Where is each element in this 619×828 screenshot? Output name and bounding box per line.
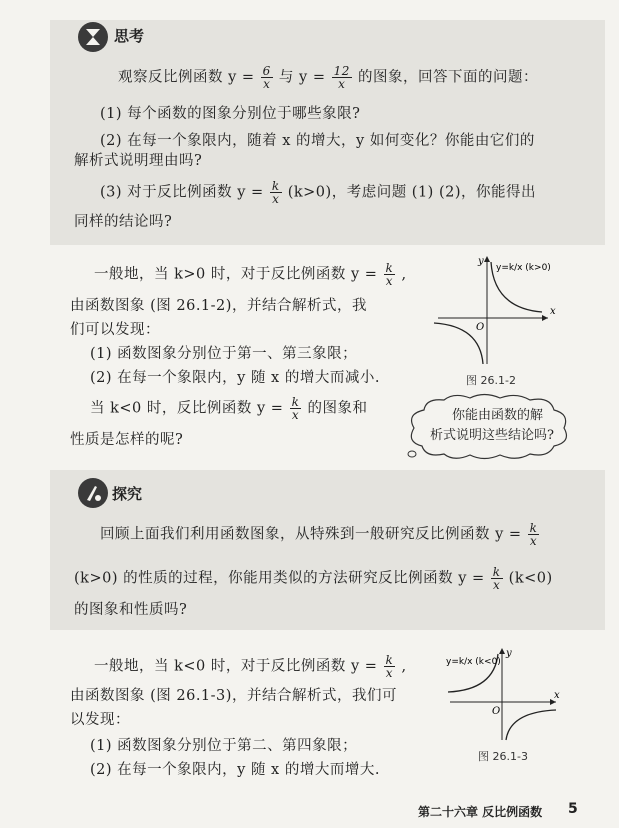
fig1-x-label: x [550, 306, 556, 317]
footer-chapter: 第二十六章 反比例函数 [418, 805, 543, 819]
think-question-3-line2: 同样的结论吗? [74, 214, 173, 230]
fig1-caption: 图 26.1-2 [466, 374, 516, 387]
fig1-curve-label: y=k/x (k>0) [496, 263, 551, 273]
general1-line4: 当 k<0 时，反比例函数 y = $\frac{k}{x}$ 的图象和 [90, 395, 368, 422]
general1-item2: (2) 在每一个象限内，y 随 x 的增大而减小. [90, 370, 380, 386]
general1-line2: 由函数图象 (图 26.1-2)，并结合解析式，我 [70, 298, 367, 314]
fig1-origin: O [476, 322, 485, 333]
explore-line2: (k>0) 的性质的过程，你能用类似的方法研究反比例函数 y = $\frac{k}{x}$ (k<0) [74, 565, 553, 592]
explore-line3: 的图象和性质吗? [74, 602, 188, 618]
figure-26-1-3 [444, 646, 564, 742]
page-number: 5 [568, 801, 578, 817]
think-intro: 观察反比例函数 y = $\frac{6}{x}$ 与 y = $\frac{12}{x}$ 的图象，回答下面的问题： [118, 64, 538, 91]
general2-line2: 由函数图象 (图 26.1-3)，并结合解析式，我们可 [70, 688, 397, 704]
general1-line3: 们可以发现： [70, 322, 160, 338]
figure-26-1-2 [430, 252, 560, 368]
fig2-x-label: x [554, 690, 560, 701]
think-title: 思考 [114, 27, 145, 45]
think-question-2-line2: 解析式说明理由吗? [74, 153, 203, 169]
general2-line3: 以发现： [70, 712, 130, 728]
general1-line1: 一般地，当 k>0 时，对于反比例函数 y = $\frac{k}{x}$ , [94, 261, 407, 288]
fig2-curve-label: y=k/x (k<0) [446, 657, 501, 667]
general1-item1: (1) 函数图象分别位于第一、第三象限； [90, 346, 358, 362]
general2-line1: 一般地，当 k<0 时，对于反比例函数 y = $\frac{k}{x}$ , [94, 653, 407, 680]
explore-badge-icon [78, 478, 108, 508]
bubble-line2: 析式说明这些结论吗? [430, 428, 554, 443]
explore-line1: 回顾上面我们利用函数图象，从特殊到一般研究反比例函数 y = $\frac{k}{x}$ [100, 521, 538, 548]
fig2-caption: 图 26.1-3 [478, 750, 528, 763]
general2-item2: (2) 在每一个象限内，y 随 x 的增大而增大. [90, 762, 380, 778]
fig2-origin: O [492, 706, 501, 717]
think-badge-icon [78, 22, 108, 52]
think-question-2-line1: (2) 在每一个象限内，随着 x 的增大，y 如何变化？你能由它们的 [100, 133, 535, 149]
bubble-line1: 你能由函数的解 [452, 408, 544, 423]
think-question-3: (3) 对于反比例函数 y = $\frac{k}{x}$ (k>0)，考虑问题 (1) (2)，你能得出 [100, 179, 536, 206]
general1-line5: 性质是怎样的呢? [70, 432, 184, 448]
general2-item1: (1) 函数图象分别位于第二、第四象限； [90, 738, 358, 754]
explore-title: 探究 [112, 485, 143, 503]
fig2-y-label: y [506, 648, 512, 659]
fig1-y-label: y [478, 256, 484, 267]
think-question-1: (1) 每个函数的图象分别位于哪些象限? [100, 106, 361, 122]
